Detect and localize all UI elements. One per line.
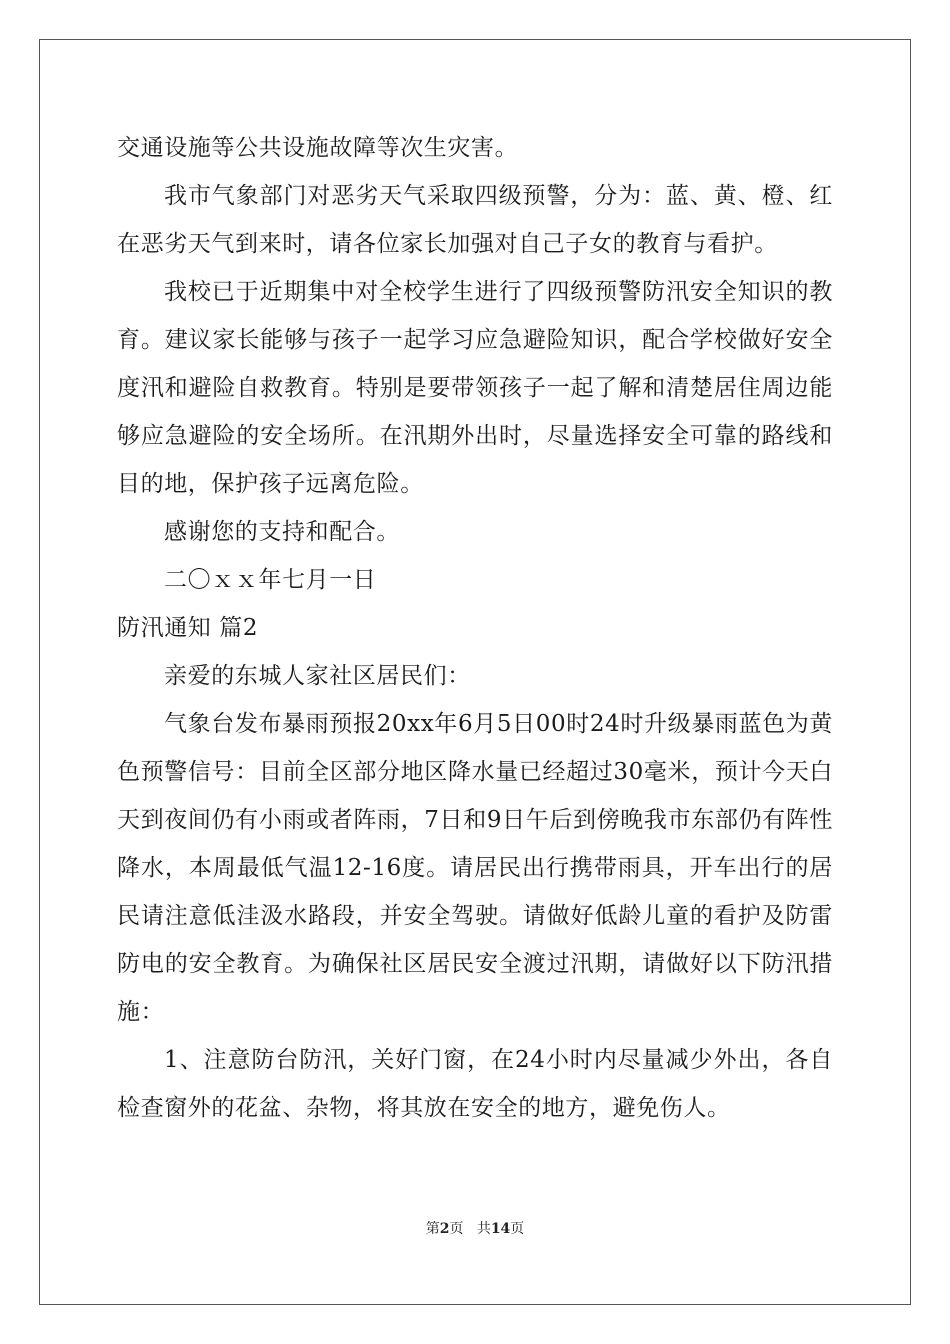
footer-page-prefix: 第 <box>425 1221 440 1237</box>
paragraph-2: 我市气象部门对恶劣天气采取四级预警，分为：蓝、黄、橙、红在恶劣天气到来时，请各位家长加强对自己子女的教育与看护。 <box>117 183 833 257</box>
paragraph-measure-1: 1、注意防台防汛，关好门窗，在24小时内尽量减少外出，各自检查窗外的花盆、杂物，将其放在安全的地方，避免伤人。 <box>117 1047 833 1121</box>
footer-page-suffix: 页 <box>449 1221 464 1237</box>
paragraph-forecast: 气象台发布暴雨预报20xx年6月5日00时24时升级暴雨蓝色为黄色预警信号：目前全区部分地区降水量已经超过30毫米，预计今天白天到夜间仍有小雨或者阵雨，7日和9日午后到傍晚我市东部仍有阵性降水，本周最低气温12-16度。请居民出行携带雨具，开车出行的居民请注意低洼汲水路段，并安全驾驶。请做好低龄儿童的看护及防雷防电的安全教育。为确保社区居民安全渡过汛期，请做好以下防汛措施： <box>117 711 833 1025</box>
page-footer <box>0 1218 950 1238</box>
footer-total-suffix: 页 <box>510 1221 525 1237</box>
footer-page-number: 2 <box>439 1221 450 1237</box>
paragraph-1: 交通设施等公共设施故障等次生灾害。 <box>117 135 519 161</box>
section-heading: 防汛通知 篇2 <box>117 615 259 641</box>
paragraph-closing: 感谢您的支持和配合。 <box>164 519 400 545</box>
document-body <box>117 124 833 1132</box>
footer-total-prefix: 共 <box>476 1221 491 1237</box>
paragraph-3: 我校已于近期集中对全校学生进行了四级预警防汛安全知识的教育。建议家长能够与孩子一起学习应急避险知识，配合学校做好安全度汛和避险自救教育。特别是要带领孩子一起了解和清楚居住周边能够应急避险的安全场所。在汛期外出时，尽量选择安全可靠的路线和目的地，保护孩子远离危险。 <box>117 279 833 497</box>
paragraph-date: 二〇ｘｘ年七月一日 <box>164 567 377 593</box>
footer-total-pages: 14 <box>490 1221 511 1237</box>
paragraph-salutation: 亲爱的东城人家社区居民们： <box>164 663 471 689</box>
